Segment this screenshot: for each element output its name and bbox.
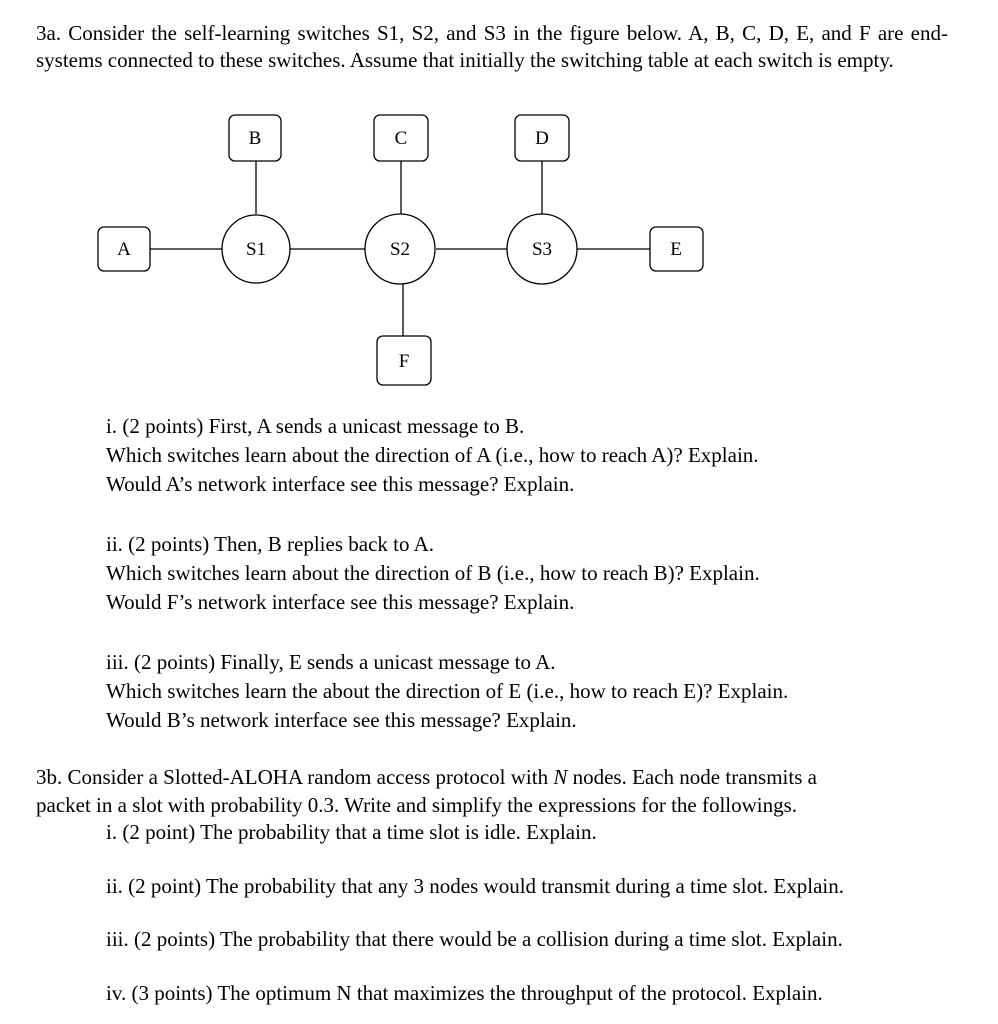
part-i-line-2: Which switches learn about the direction of A (i.e., how to reach A)? Explain. bbox=[106, 443, 759, 467]
part-iii-line-1: iii. (2 points) Finally, E sends a unicast message to A. bbox=[106, 650, 556, 674]
network-diagram bbox=[0, 100, 998, 400]
host-c-label: C bbox=[394, 128, 408, 149]
part-iii-line-2: Which switches learn the about the direction of E (i.e., how to reach E)? Explain. bbox=[106, 679, 789, 703]
switch-s3-label: S3 bbox=[531, 239, 553, 260]
part-i-line-1: i. (2 points) First, A sends a unicast message to B. bbox=[106, 414, 525, 438]
question-3b-line-1 bbox=[36, 763, 817, 792]
q3b-text-end: nodes. Each node transmits a bbox=[567, 765, 817, 789]
question-3b-ii: ii. (2 point) The probability that any 3 nodes would transmit during a time slot. Explain. bbox=[106, 874, 845, 898]
switch-s2-label: S2 bbox=[389, 239, 411, 260]
part-ii-line-2: Which switches learn about the direction of B (i.e., how to reach B)? Explain. bbox=[106, 561, 760, 585]
part-ii-line-1: ii. (2 points) Then, B replies back to A. bbox=[106, 532, 434, 556]
switch-s1-label: S1 bbox=[245, 239, 267, 260]
question-3b-line-2: packet in a slot with probability 0.3. Write and simplify the expressions for the followings. bbox=[36, 793, 798, 817]
q3b-text-start: 3b. Consider a Slotted-ALOHA random access protocol with bbox=[36, 765, 554, 789]
q3b-variable-n: N bbox=[553, 765, 568, 789]
part-iii-line-3: Would B’s network interface see this message? Explain. bbox=[106, 708, 577, 732]
host-a-label: A bbox=[117, 239, 131, 260]
question-3b-iii: iii. (2 points) The probability that there would be a collision during a time slot. Explain. bbox=[106, 927, 843, 951]
question-3a-intro: 3a. Consider the self-learning switches S1, S2, and S3 in the figure below. A, B, C, D, E, and F are end-systems connected to these switches. Assume that initially the switching table at each switch is empty. bbox=[36, 21, 948, 72]
question-3b-iv: iv. (3 points) The optimum N that maximizes the throughput of the protocol. Explain. bbox=[106, 981, 823, 1005]
part-i-line-3: Would A’s network interface see this message? Explain. bbox=[106, 472, 575, 496]
host-f-label: F bbox=[398, 351, 410, 372]
host-d-label: D bbox=[535, 128, 549, 149]
question-3b-i: i. (2 point) The probability that a time slot is idle. Explain. bbox=[106, 820, 597, 844]
part-ii-line-3: Would F’s network interface see this message? Explain. bbox=[106, 590, 575, 614]
host-b-label: B bbox=[248, 128, 262, 149]
host-e-label: E bbox=[670, 239, 682, 260]
